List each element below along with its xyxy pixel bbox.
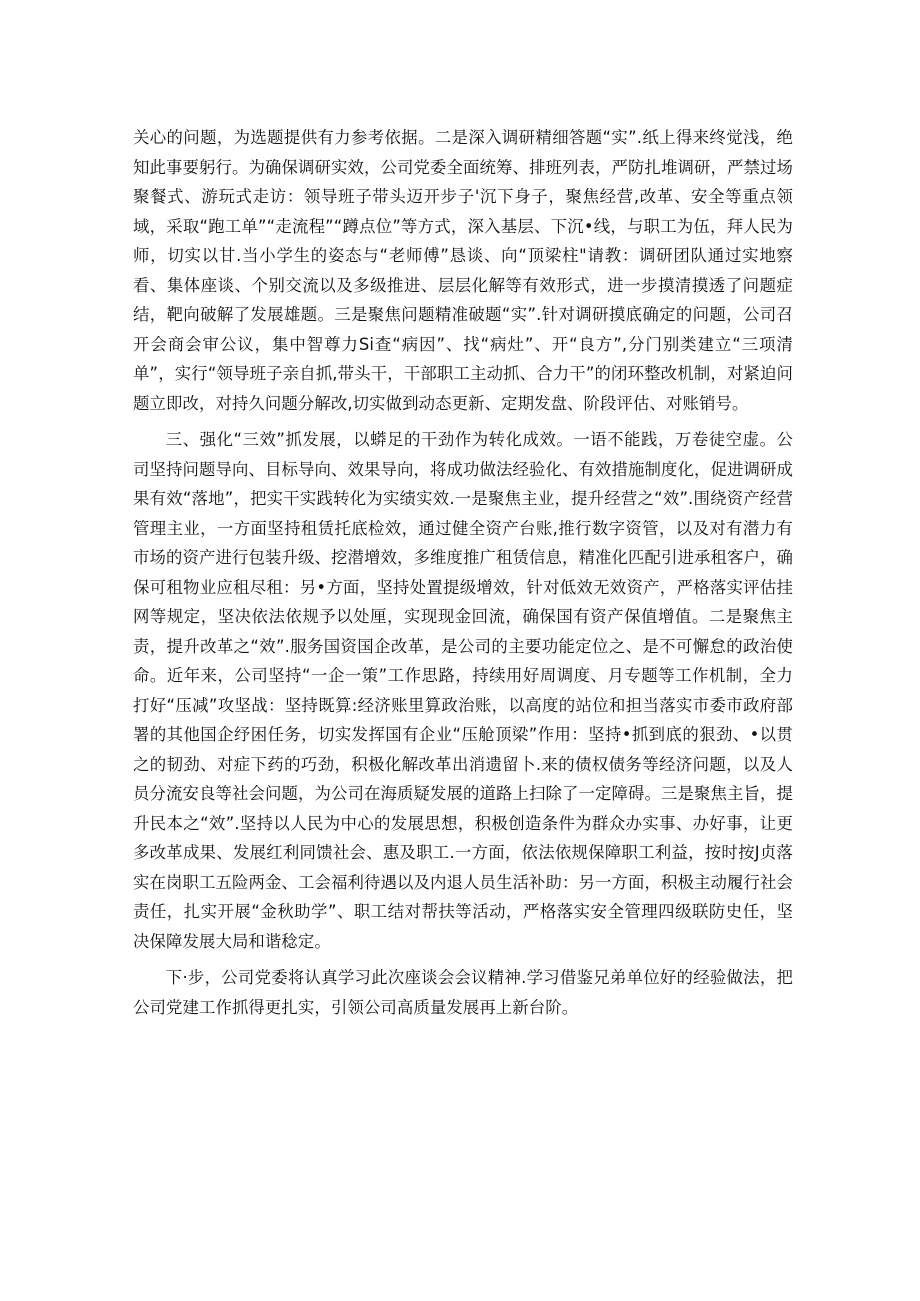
paragraph-section-three: 三、强化“三效”抓发展，以蟒足的干劲作为转化成效。一语不能践，万卷徒空虚。公司坚持问题导向、目标导向、效果导向，将成功做法经验化、有效措施制度化，促进调研成果有效“落地”，把实干实践转化为实绩实效.一是聚焦主业，提升经营之“效”.围绕资产经营管理主业，一方面坚持租赁托底检效，通过健全资产台账,推行数字资管，以及对有潜力有市场的资产进行包装升级、挖潜增效，多维度推广租赁信息，精准化匹配引进承租客户，确保可租物业应租尽租：另•方面，坚持处置提级增效，针对低效无效资产，严格落实评估挂网等规定，坚决依法依规予以处厘，实现现金回流，确保国有资产保值增值。二是聚焦主责，提升改革之“效”.服务国资国企改革，是公司的主要功能定位之、是不可懈怠的政治使命。近年来，公司坚持“一企一策”工作思路，持续用好周调度、月专题等工作机制，全力打好“压减”攻坚战：坚持既算:经济账里算政治账，以高度的站位和担当落实市委市政府部署的其他国企纾困任务，切实发挥国有企业“压舱顶梁”作用：坚持•抓到底的狠劲、•以贯之的韧劲、对症下药的巧劲，积极化解改革出消遗留卜.来的债权债务等经济问题，以及人员分流安良等社会问题，为公司在海质疑发展的道路上扫除了一定障碍。三是聚焦主旨，提升民本之“效”.坚持以人民为中心的发展思想，积极创造条件为群众办实事、办好事，让更多改革成果、发展红利同馈社会、惠及职工.一方面，依法依规保障职工利益，按时按J贞落实在岗职工五险两金、工会福利待遇以及内退人员生活补助：另一方面，积极主动履行社会责任，扎实开展“金秋助学”、职工结对帮扶等活动，严格落实安全管理四级联防史任，坚决保障发展大局和谐稔定。 xyxy=(133,430,793,951)
paragraph-continuation: 关心的问题，为选题提供有力参考依据。二是深入调研精细答题“实”.纸上得来终觉浅，绝知此事要躬行。为确保调研实效，公司党委全面统筹、排班列表，严防扎堆调研，严禁过场聚餐式、游玩式走访：领导班子带头迈开步子'沉下身子，聚焦经营,改革、安全等重点领域，采取“跑工单”“走流程”“蹲点位”等方式，深入基层、下沉•线，与职工为伍，拜人民为师，切实以甘.当小学生的姿态与“老师傅”恳谈、向“顶梁柱"请教：调研团队通过实地察看、集体座谈、个别交流以及多级推进、层层化解等有效形式，进一步摸清摸透了问题症结，靶向破解了发展雄题。三是聚焦问题精准破题“实”.针对调研摸底确定的问题，公司召开会商会审公议，集中智尊力Si查“病因”、找“病灶”、开“良方”,分门别类建立“三项清单”，实行“领导班子亲自抓,带头干，干部职工主动抓、合力干”的闭环整改机制，对紧迫问题立即改，对持久问题分解改,切实做到动态更新、定期发盘、阶段评估、对账销号。 xyxy=(133,128,793,413)
paragraph-next-steps: 下·步，公司党委将认真学习此次座谈会会议精神.学习借鉴兄弟单位好的经验做法，把公司党建工作抓得更扎实，引领公司高质量发展再上新台阶。 xyxy=(133,968,793,1017)
document-body xyxy=(133,123,793,1022)
